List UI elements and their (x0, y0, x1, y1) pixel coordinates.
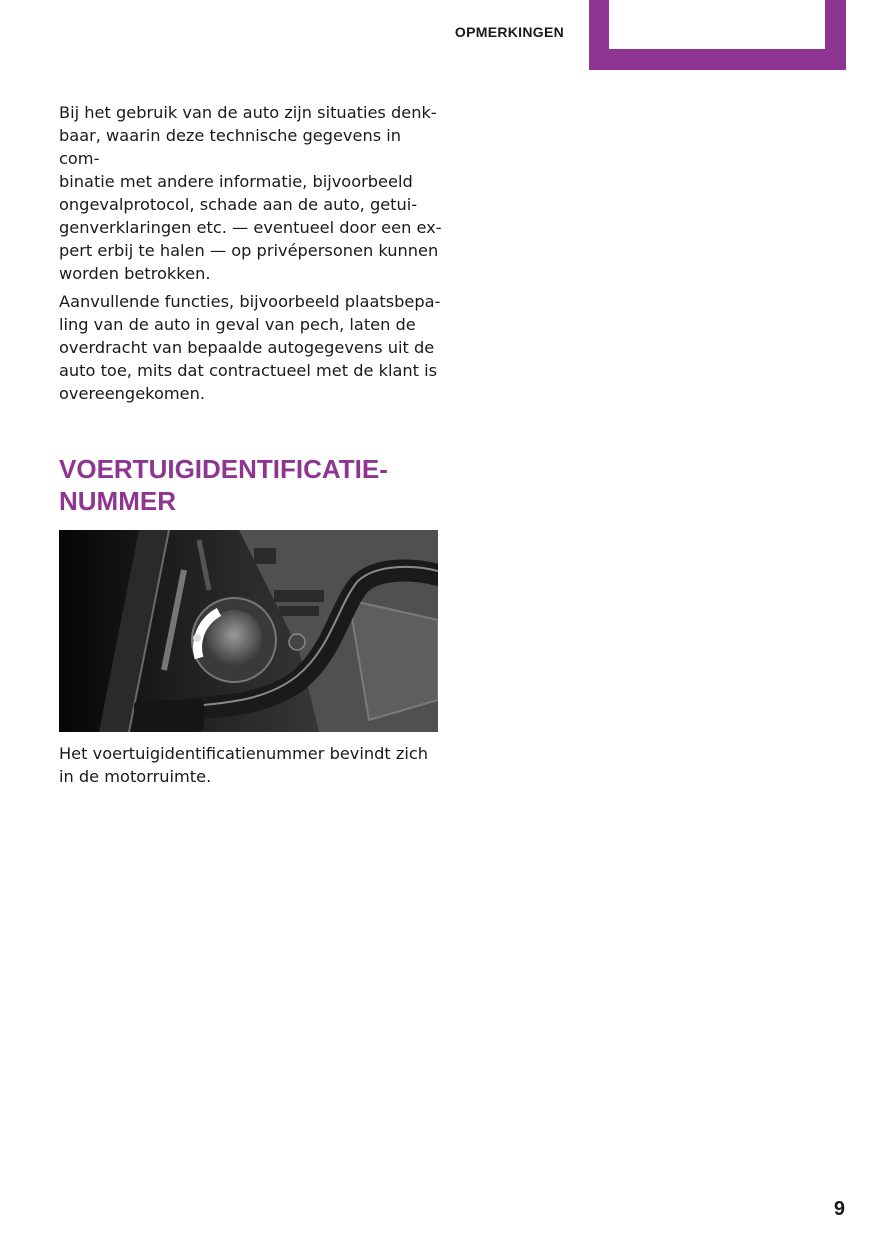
paragraph-additional-functions: Aanvullende functies, bijvoorbeeld plaatsbepa- ling van de auto in geval van pech, laten de overdracht van bepaalde autogegevens uit de auto toe, mits dat contractueel met de klant is overeengekomen. (59, 292, 441, 403)
engine-bay-image (59, 530, 438, 732)
section-label: OPMERKINGEN (454, 24, 564, 40)
image-caption: Het voertuigidentificatienummer bevindt zich in de motorruimte. (59, 744, 429, 786)
chapter-tab-marker (589, 0, 846, 70)
section-heading: VOERTUIGIDENTIFICATIE- NUMMER (59, 454, 388, 516)
chapter-tab-marker-inner (609, 0, 825, 49)
page-number: 9 (833, 1198, 845, 1220)
main-column (59, 101, 444, 788)
paragraph-data-usage: Bij het gebruik van de auto zijn situaties denk- baar, waarin deze technische gegevens in com- binatie met andere informatie, bijvoorbeeld ongevalprotocol, schade aan de auto, getui- genverklaringen etc. — eventueel door een ex- pert erbij te halen — op privépersonen kunnen worden betrokken. (59, 103, 442, 283)
